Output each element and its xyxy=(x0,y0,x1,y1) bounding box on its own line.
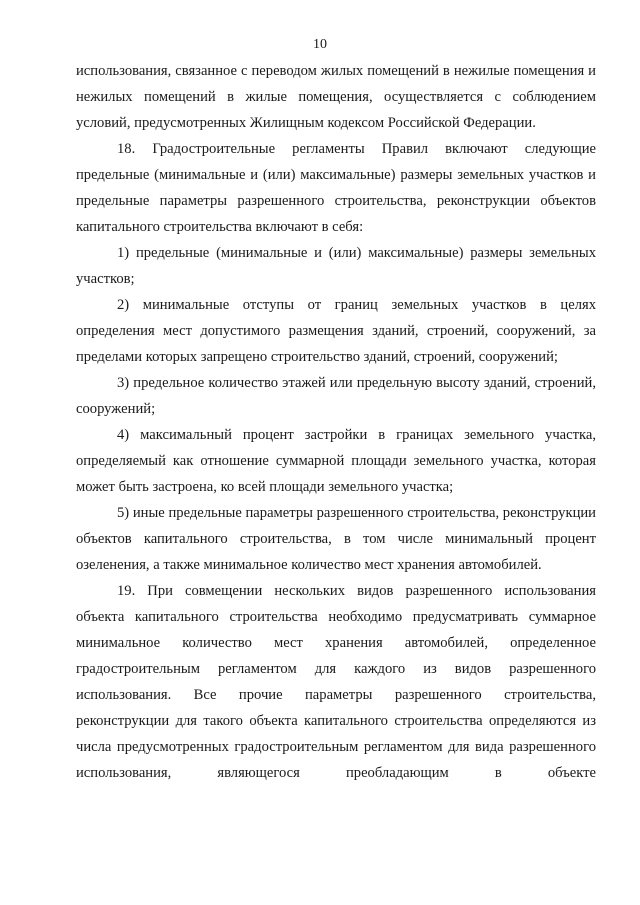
paragraph-item-19: 19. При совмещении нескольких видов разрешенного использования объекта капитального строительства необходимо предусматривать суммарное минимальное количество мест хранения автомобилей, определенное градостроительным регламентом для каждого из видов разрешенного использования. Все прочие параметры разрешенного строительства, реконструкции для такого объекта капитального строительства определяются из числа предусмотренных градостроительным регламентом для вида разрешенного использования, являющегося преобладающим в объекте xyxy=(76,583,596,781)
paragraph-continuation: использования, связанное с переводом жилых помещений в нежилые помещения и нежилых помещений в жилые помещения, осуществляется с соблюдением условий, предусмотренных Жилищным кодексом Российской Федерации. xyxy=(76,63,596,131)
document-body xyxy=(76,58,596,786)
paragraph-item-18: 18. Градостроительные регламенты Правил включают следующие предельные (минимальные и (или) максимальные) размеры земельных участков и предельные параметры разрешенного строительства, реконструкции объектов капитального строительства включают в себя: xyxy=(76,141,596,235)
paragraph-subitem-2: 2) минимальные отступы от границ земельных участков в целях определения мест допустимого размещения зданий, строений, сооружений, за пределами которых запрещено строительство зданий, строений, сооружений; xyxy=(76,297,596,365)
page-number: 10 xyxy=(313,37,327,52)
paragraph-subitem-5: 5) иные предельные параметры разрешенного строительства, реконструкции объектов капитального строительства, в том числе минимальный процент озеленения, а также минимальное количество мест хранения автомобилей. xyxy=(76,505,596,573)
paragraph-subitem-1: 1) предельные (минимальные и (или) максимальные) размеры земельных участков; xyxy=(76,245,596,287)
paragraph-subitem-4: 4) максимальный процент застройки в границах земельного участка, определяемый как отношение суммарной площади земельного участка, которая может быть застроена, ко всей площади земельного участка; xyxy=(76,427,596,495)
paragraph-subitem-3: 3) предельное количество этажей или предельную высоту зданий, строений, сооружений; xyxy=(76,375,596,417)
